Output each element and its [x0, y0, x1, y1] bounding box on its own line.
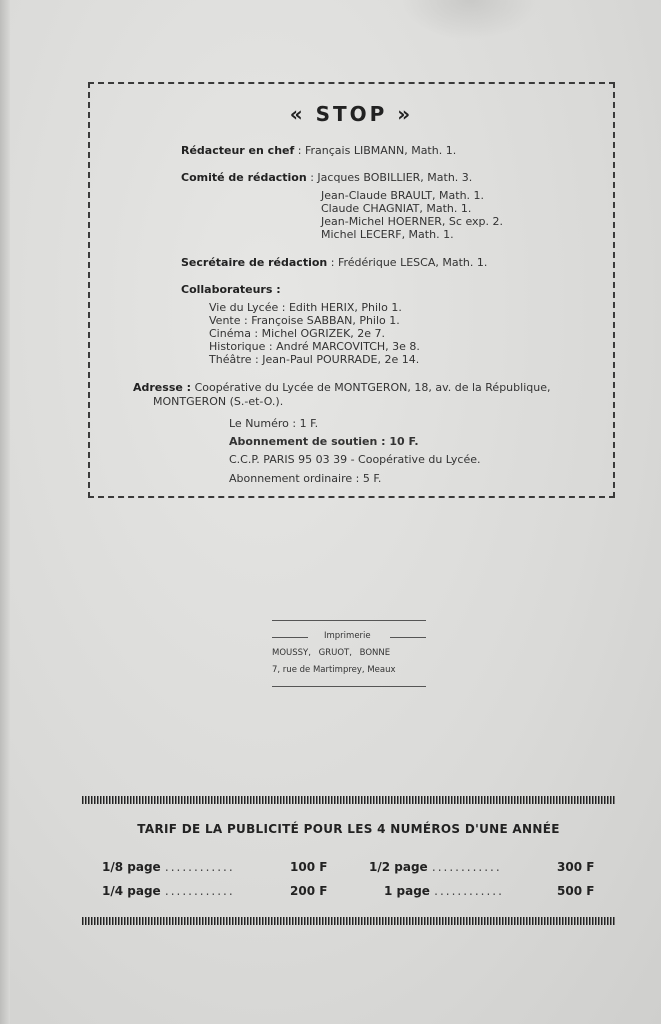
tariff-row	[369, 860, 502, 874]
collaborateur-item: Théâtre : Jean-Paul POURRADE, 2e 14.	[209, 353, 420, 366]
comite-member: Michel LECERF, Math. 1.	[321, 228, 454, 241]
comite-member: Jean-Michel HOERNER, Sc exp. 2.	[321, 215, 503, 228]
tariff-size: 1/4 page	[102, 884, 161, 898]
comite-first-member: : Jacques BOBILLIER, Math. 3.	[310, 171, 473, 184]
divider	[390, 637, 426, 638]
tariff-size: 1/8 page	[102, 860, 161, 874]
collaborateur-item: Vie du Lycée : Edith HERIX, Philo 1.	[209, 301, 402, 314]
collaborateurs-row	[181, 283, 281, 296]
divider	[272, 637, 308, 638]
tariff-row	[102, 884, 235, 898]
tariff-price: 200 F	[290, 884, 328, 898]
comite-member: Claude CHAGNIAT, Math. 1.	[321, 202, 472, 215]
masthead-box	[88, 82, 615, 498]
redacteur-row	[181, 144, 456, 157]
abonnement-soutien: Abonnement de soutien : 10 F.	[229, 435, 419, 448]
page-edge-shadow	[0, 0, 10, 1024]
tariff-row	[384, 884, 504, 898]
printer-label: Imprimerie	[324, 631, 371, 641]
decorative-bar-top	[82, 796, 615, 804]
tariff-title: TARIF DE LA PUBLICITÉ POUR LES 4 NUMÉROS D'UNE ANNÉE	[137, 822, 560, 836]
tariff-dots: ............	[164, 884, 235, 898]
tariff-price: 500 F	[557, 884, 595, 898]
tariff-price: 100 F	[290, 860, 328, 874]
paper-tear-mark	[400, 0, 540, 40]
collaborateur-item: Historique : André MARCOVITCH, 3e 8.	[209, 340, 420, 353]
adresse-line-1: Coopérative du Lycée de MONTGERON, 18, av. de la République,	[194, 381, 551, 394]
collaborateur-item: Cinéma : Michel OGRIZEK, 2e 7.	[209, 327, 386, 340]
secretaire-value: : Frédérique LESCA, Math. 1.	[330, 256, 488, 269]
abonnement-ordinaire: Abonnement ordinaire : 5 F.	[229, 472, 382, 485]
adresse-row	[133, 381, 550, 394]
collaborateurs-label: Collaborateurs :	[181, 283, 281, 296]
secretaire-label: Secrétaire de rédaction	[181, 256, 328, 269]
ccp-account: C.C.P. PARIS 95 03 39 - Coopérative du Lycée.	[229, 453, 481, 466]
redacteur-label: Rédacteur en chef	[181, 144, 295, 157]
tariff-size: 1/2 page	[369, 860, 428, 874]
masthead-title: « STOP »	[289, 102, 414, 126]
secretaire-row	[181, 256, 487, 269]
comite-label: Comité de rédaction	[181, 171, 307, 184]
adresse-label: Adresse :	[133, 381, 192, 394]
comite-member: Jean-Claude BRAULT, Math. 1.	[321, 189, 485, 202]
decorative-bar-bottom	[82, 917, 615, 925]
comite-row	[181, 171, 472, 184]
tariff-dots: ............	[431, 860, 502, 874]
printer-names: MOUSSY, GRUOT, BONNE	[272, 648, 391, 658]
tariff-size: 1 page	[384, 884, 430, 898]
divider	[272, 620, 426, 621]
redacteur-value: : Français LIBMANN, Math. 1.	[297, 144, 457, 157]
adresse-line-2: MONTGERON (S.-et-O.).	[153, 395, 284, 408]
numero-price: Le Numéro : 1 F.	[229, 417, 319, 430]
tariff-dots: ............	[434, 884, 504, 898]
printer-address: 7, rue de Martimprey, Meaux	[272, 665, 396, 675]
tariff-price: 300 F	[557, 860, 595, 874]
collaborateur-item: Vente : Françoise SABBAN, Philo 1.	[209, 314, 400, 327]
tariff-row	[102, 860, 235, 874]
divider	[272, 686, 426, 687]
tariff-dots: ............	[164, 860, 235, 874]
